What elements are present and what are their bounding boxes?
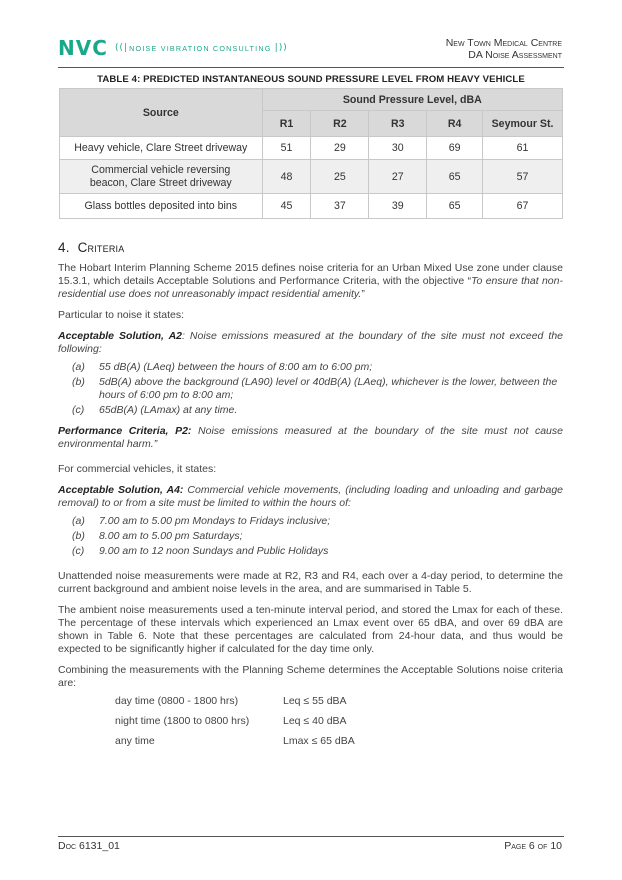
cell-value: 25 xyxy=(311,160,369,194)
list-item xyxy=(58,530,563,543)
list-marker: (c) xyxy=(72,545,85,557)
running-header xyxy=(446,37,562,61)
list-text: 55 dB(A) (LAeq) between the hours of 8:00 am to 6:00 pm; xyxy=(99,361,373,373)
sound-pressure-table xyxy=(59,88,563,219)
column-header-seymour-st: Seymour St. xyxy=(483,111,563,137)
section-number: 4. xyxy=(58,240,70,255)
column-header-r4: R4 xyxy=(427,111,483,137)
list-item xyxy=(58,515,563,528)
row-source: Heavy vehicle, Clare Street driveway xyxy=(60,137,263,160)
footer-rule xyxy=(58,836,564,837)
section-title: Criteria xyxy=(77,240,125,255)
row-source-line: Commercial vehicle reversing xyxy=(91,163,231,176)
a4-text: Commercial vehicle movements, (including loading and unloading and garbage removal) to or from a site must be limited to within the hours of: xyxy=(58,484,563,509)
criteria-limit: Lmax ≤ 65 dBA xyxy=(283,735,355,747)
criteria-period: night time (1800 to 0800 hrs) xyxy=(115,715,250,727)
cell-value: 48 xyxy=(262,160,311,194)
list-text: 9.00 am to 12 noon Sundays and Public Holidays xyxy=(99,545,329,557)
cell-value: 65 xyxy=(427,160,483,194)
p2-label: Performance Criteria, P2: xyxy=(58,425,192,437)
cell-value: 27 xyxy=(369,160,427,194)
combining-paragraph: Combining the measurements with the Planning Scheme determines the Acceptable Solutions noise criteria are: xyxy=(58,664,563,689)
a4-label: Acceptable Solution, A4: xyxy=(58,484,184,496)
a2-paragraph xyxy=(58,330,563,356)
criteria-list xyxy=(115,695,563,755)
list-text: 8.00 am to 5.00 pm Saturdays; xyxy=(99,530,243,542)
project-name: New Town Medical Centre xyxy=(445,37,562,49)
cell-value: 61 xyxy=(483,137,563,160)
cell-value: 51 xyxy=(262,137,311,160)
logo-mark: NVC xyxy=(58,36,108,60)
row-source: Glass bottles deposited into bins xyxy=(60,194,263,219)
list-marker: (b) xyxy=(72,530,85,542)
commercial-states-paragraph: For commercial vehicles, it states: xyxy=(58,463,217,475)
cell-value: 45 xyxy=(262,194,311,219)
row-source xyxy=(60,160,263,194)
a4-list xyxy=(58,515,563,558)
cell-value: 57 xyxy=(483,160,563,194)
criteria-row xyxy=(115,695,563,715)
objective-quote: To ensure that non-residential use does not unreasonably impact residential amenity. xyxy=(58,275,563,300)
list-marker: (b) xyxy=(72,376,85,388)
a4-paragraph xyxy=(58,484,563,510)
sound-wave-right-icon: |)) xyxy=(273,43,287,53)
p2-paragraph xyxy=(58,425,563,451)
logo-tagline: NOISE VIBRATION CONSULTING xyxy=(129,43,272,53)
criteria-period: day time (0800 - 1800 hrs) xyxy=(115,695,239,707)
criteria-row xyxy=(115,735,563,755)
intro-end: ” xyxy=(361,288,365,300)
cell-value: 30 xyxy=(369,137,427,160)
column-header-r2: R2 xyxy=(311,111,369,137)
table-row xyxy=(60,160,563,194)
report-name: DA Noise Assessment xyxy=(468,49,562,61)
table-row xyxy=(60,194,563,219)
list-marker: (a) xyxy=(72,515,85,527)
a2-list xyxy=(58,361,563,417)
sound-wave-left-icon: ((| xyxy=(113,43,128,53)
row-source-line: beacon, Clare Street driveway xyxy=(89,176,232,189)
source-column-header: Source xyxy=(60,89,263,137)
cell-value: 39 xyxy=(369,194,427,219)
criteria-row xyxy=(115,715,563,735)
cell-value: 67 xyxy=(483,194,563,219)
header-rule xyxy=(58,67,564,68)
p2-text: Noise emissions measured at the boundary of the site must not cause environmental harm.” xyxy=(58,425,563,450)
noise-states-paragraph: Particular to noise it states: xyxy=(58,309,185,321)
a2-text: : Noise emissions measured at the boundary of the site must not exceed the following: xyxy=(58,330,563,355)
cell-value: 65 xyxy=(427,194,483,219)
section-body xyxy=(58,262,563,755)
list-text: 65dB(A) (LAmax) at any time. xyxy=(99,404,238,416)
a2-label: Acceptable Solution, A2 xyxy=(58,330,182,342)
spl-group-header: Sound Pressure Level, dBA xyxy=(262,89,562,111)
unattended-paragraph: Unattended noise measurements were made at R2, R3 and R4, each over a 4-day period, to determine the current background and ambient noise levels in the area, and are summarised in Table 5. xyxy=(58,570,563,595)
criteria-limit: Leq ≤ 40 dBA xyxy=(283,715,347,727)
criteria-period: any time xyxy=(115,735,155,747)
intro-paragraph xyxy=(58,262,563,301)
cell-value: 29 xyxy=(311,137,369,160)
table-row xyxy=(60,137,563,160)
intro-text: The Hobart Interim Planning Scheme 2015 defines noise criteria for an Urban Mixed Use zone under clause 15.3.1, which details Acceptable Solutions and Performance Criteria, with the objective “ xyxy=(58,262,563,287)
list-marker: (a) xyxy=(72,361,85,373)
ambient-paragraph: The ambient noise measurements used a ten-minute interval period, and stored the Lmax for each of these. The percentage of these intervals which experienced an Lmax event over 65 dBA, and over 69 dBA are shown in Table 6. Note that these percentages are calculated from 24-hour data, and thus would be expected to be significantly higher if calculated for the day time only. xyxy=(58,604,563,655)
column-header-r1: R1 xyxy=(262,111,311,137)
nvc-logo xyxy=(58,36,287,60)
list-marker: (c) xyxy=(72,404,85,416)
cell-value: 37 xyxy=(311,194,369,219)
cell-value: 69 xyxy=(427,137,483,160)
list-item xyxy=(58,361,563,374)
list-item xyxy=(58,545,563,558)
list-text: 7.00 am to 5.00 pm Mondays to Fridays inclusive; xyxy=(99,515,331,527)
column-header-r3: R3 xyxy=(369,111,427,137)
criteria-limit: Leq ≤ 55 dBA xyxy=(283,695,347,707)
document-number: Doc 6131_01 xyxy=(58,840,120,852)
table-caption: TABLE 4: PREDICTED INSTANTANEOUS SOUND PRESSURE LEVEL FROM HEAVY VEHICLE xyxy=(97,74,525,85)
list-text: 5dB(A) above the background (LA90) level or 40dB(A) (LAeq), whichever is the lower, between the hours of 6:00 pm to 8:00 am; xyxy=(99,376,558,401)
list-item xyxy=(58,404,563,417)
page-number: Page 6 of 10 xyxy=(504,840,562,852)
list-item xyxy=(58,376,563,402)
section-heading xyxy=(58,240,124,255)
